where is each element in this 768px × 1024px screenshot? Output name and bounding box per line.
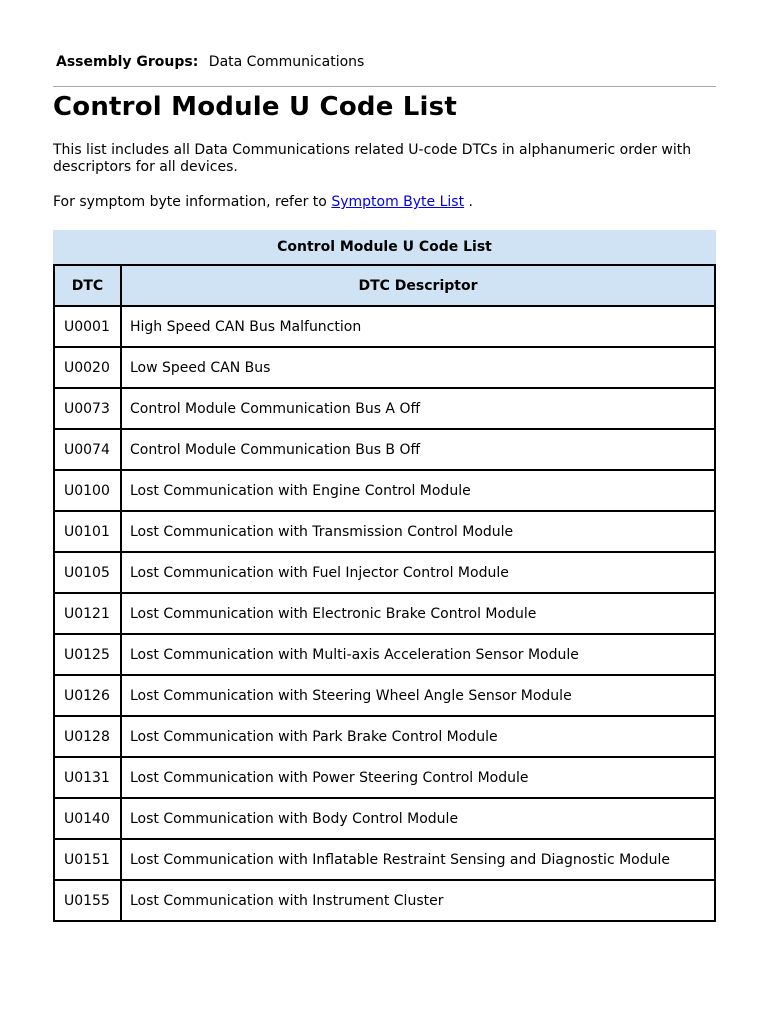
dtc-code-cell: U0128 — [54, 716, 121, 757]
reference-suffix: . — [468, 194, 473, 210]
dtc-descriptor-cell: Lost Communication with Electronic Brake Control Module — [121, 593, 715, 634]
dtc-code-cell: U0101 — [54, 511, 121, 552]
dtc-table — [53, 264, 716, 922]
table-row — [54, 429, 715, 470]
dtc-code-cell: U0131 — [54, 757, 121, 798]
dtc-code-cell: U0001 — [54, 306, 121, 347]
dtc-code-cell: U0100 — [54, 470, 121, 511]
dtc-descriptor-cell: Lost Communication with Instrument Cluster — [121, 880, 715, 921]
dtc-descriptor-cell: Low Speed CAN Bus — [121, 347, 715, 388]
table-row — [54, 880, 715, 921]
dtc-code-cell: U0126 — [54, 675, 121, 716]
table-row — [54, 675, 715, 716]
header-divider — [53, 86, 716, 87]
dtc-descriptor-cell: Lost Communication with Steering Wheel Angle Sensor Module — [121, 675, 715, 716]
assembly-groups-label: Assembly Groups: — [56, 54, 199, 70]
reference-prefix: For symptom byte information, refer to — [53, 194, 327, 210]
column-header-dtc: DTC — [54, 265, 121, 306]
dtc-table-body — [54, 306, 715, 921]
table-row — [54, 347, 715, 388]
dtc-descriptor-cell: Control Module Communication Bus B Off — [121, 429, 715, 470]
table-row — [54, 388, 715, 429]
assembly-groups — [56, 54, 364, 70]
symptom-reference — [53, 194, 473, 211]
column-header-descriptor: DTC Descriptor — [121, 265, 715, 306]
page-title: Control Module U Code List — [53, 92, 457, 122]
dtc-code-cell: U0140 — [54, 798, 121, 839]
table-row — [54, 511, 715, 552]
symptom-byte-list-link[interactable]: Symptom Byte List — [331, 194, 465, 210]
table-row — [54, 470, 715, 511]
dtc-descriptor-cell: Lost Communication with Body Control Module — [121, 798, 715, 839]
dtc-descriptor-cell: Lost Communication with Fuel Injector Control Module — [121, 552, 715, 593]
dtc-descriptor-cell: Control Module Communication Bus A Off — [121, 388, 715, 429]
dtc-code-cell: U0105 — [54, 552, 121, 593]
table-row — [54, 593, 715, 634]
table-row — [54, 634, 715, 675]
table-row — [54, 839, 715, 880]
dtc-code-cell: U0151 — [54, 839, 121, 880]
table-caption: Control Module U Code List — [53, 230, 716, 264]
table-header-row — [54, 265, 715, 306]
dtc-descriptor-cell: Lost Communication with Park Brake Control Module — [121, 716, 715, 757]
dtc-descriptor-cell: Lost Communication with Multi-axis Acceleration Sensor Module — [121, 634, 715, 675]
dtc-code-cell: U0074 — [54, 429, 121, 470]
dtc-descriptor-cell: High Speed CAN Bus Malfunction — [121, 306, 715, 347]
dtc-descriptor-cell: Lost Communication with Transmission Control Module — [121, 511, 715, 552]
table-row — [54, 757, 715, 798]
dtc-code-cell: U0020 — [54, 347, 121, 388]
table-row — [54, 716, 715, 757]
table-row — [54, 798, 715, 839]
dtc-code-cell: U0073 — [54, 388, 121, 429]
dtc-descriptor-cell: Lost Communication with Power Steering Control Module — [121, 757, 715, 798]
dtc-code-cell: U0155 — [54, 880, 121, 921]
dtc-code-cell: U0125 — [54, 634, 121, 675]
intro-paragraph: This list includes all Data Communications related U-code DTCs in alphanumeric order with descriptors for all devices. — [53, 142, 692, 175]
table-row — [54, 306, 715, 347]
dtc-descriptor-cell: Lost Communication with Engine Control Module — [121, 470, 715, 511]
assembly-groups-value: Data Communications — [208, 54, 365, 70]
dtc-code-cell: U0121 — [54, 593, 121, 634]
table-row — [54, 552, 715, 593]
dtc-descriptor-cell: Lost Communication with Inflatable Restraint Sensing and Diagnostic Module — [121, 839, 715, 880]
